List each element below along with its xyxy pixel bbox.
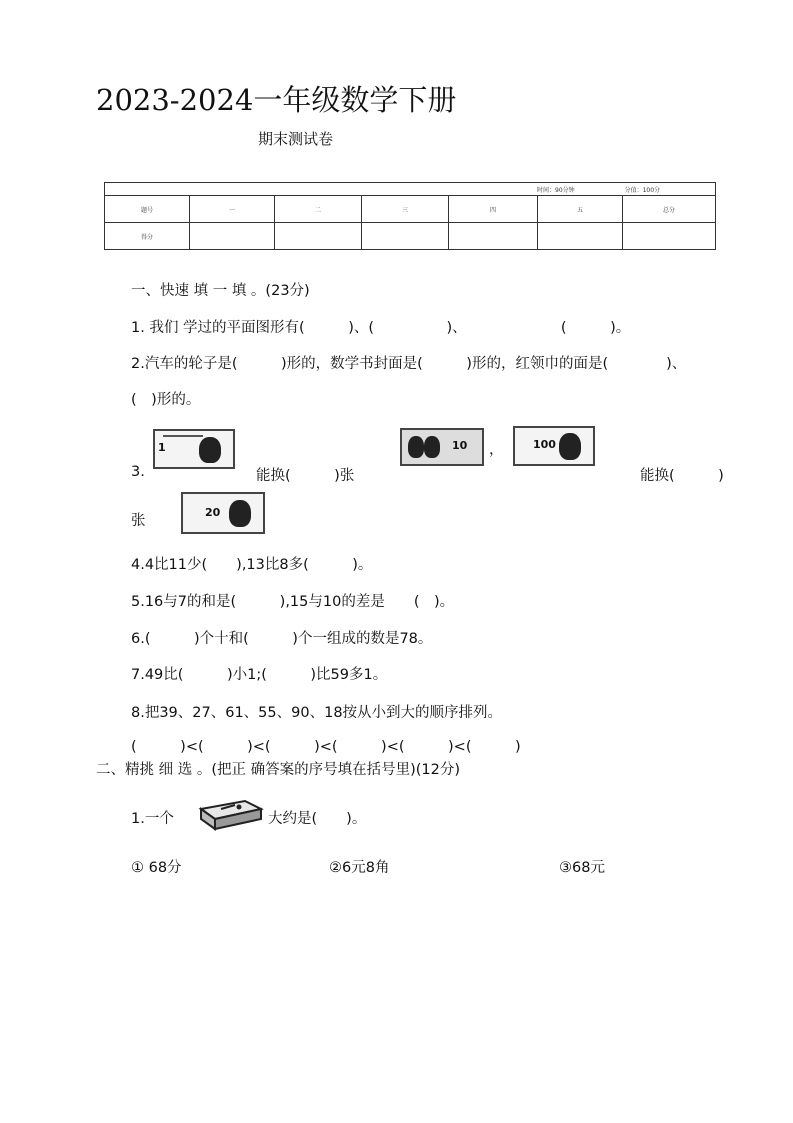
question-2a: 2.汽车的轮子是( )形的，数学书封面是( )形的，红领巾的面是( )、 [131,356,687,372]
col-4: 四 [449,196,538,223]
col-3: 三 [362,196,449,223]
option-3[interactable]: ③68元 [559,860,605,876]
col-1: 一 [190,196,275,223]
score-cell-3[interactable] [362,223,449,250]
note-ten-value: 10 [452,439,468,452]
score-cell-2[interactable] [275,223,362,250]
question-1: 1. 我们 学过的平面图形有( )、( )、 ( )。 [131,320,631,336]
pencil-case-image [195,795,265,833]
question-5: 5.16与7的和是( ),15与10的差是 ( )。 [131,594,455,610]
question-8-blanks: ( )<( )<( )<( )<( )<( ) [131,739,521,755]
row-header: 题号 [105,196,190,223]
hundred-yuan-banknote-image [513,426,595,466]
score-table [104,182,716,250]
note-hundred-value: 100 [533,438,556,451]
question-7: 7.49比( )小1;( )比59多1。 [131,667,388,683]
question-4: 4.4比11少( ),13比8多( )。 [131,557,373,573]
question-3-zhang: 张 [131,513,146,529]
option-2[interactable]: ②6元8角 [329,860,390,876]
question-3-number: 3. [131,464,145,480]
question-8: 8.把39、27、61、55、90、18按从小到大的顺序排列。 [131,705,503,721]
s2-question-1-suffix: 大约是( )。 [268,811,367,827]
time-row [105,183,716,196]
score-cell-5[interactable] [538,223,623,250]
question-2b: ( )形的。 [131,392,201,408]
score-cell-4[interactable] [449,223,538,250]
col-total: 总分 [623,196,716,223]
col-2: 二 [275,196,362,223]
question-6: 6.( )个十和( )个一组成的数是78。 [131,631,433,647]
ten-yuan-banknote-image [400,428,484,466]
question-3-exchange2: 能换( ) [640,468,724,484]
section2-heading: 二、精挑 细 选 。(把正 确答案的序号填在括号里)(12分) [96,762,461,778]
note-one-value: 1 [158,441,166,454]
question-3-exchange1: 能换( )张 [256,468,355,484]
section1-heading: 一、快速 填 一 填 。(23分) [131,283,310,299]
twenty-yuan-banknote-image [181,492,265,534]
score-cell-total[interactable] [623,223,716,250]
s2-question-1-prefix: 1.一个 [131,811,174,827]
page-subtitle: 期末测试卷 [258,130,334,148]
col-5: 五 [538,196,623,223]
comma-separator: ， [489,442,504,458]
page-title: 2023-2024一年级数学下册 [96,83,457,117]
note-twenty-value: 20 [205,506,221,519]
full-score-text: 分值：100分 [624,186,661,194]
one-yuan-banknote-image [153,429,235,469]
score-cell-1[interactable] [190,223,275,250]
option-1[interactable]: ① 68分 [131,860,182,876]
score-row-label: 得分 [105,223,190,250]
time-text: 时间：90分钟 [537,186,575,194]
